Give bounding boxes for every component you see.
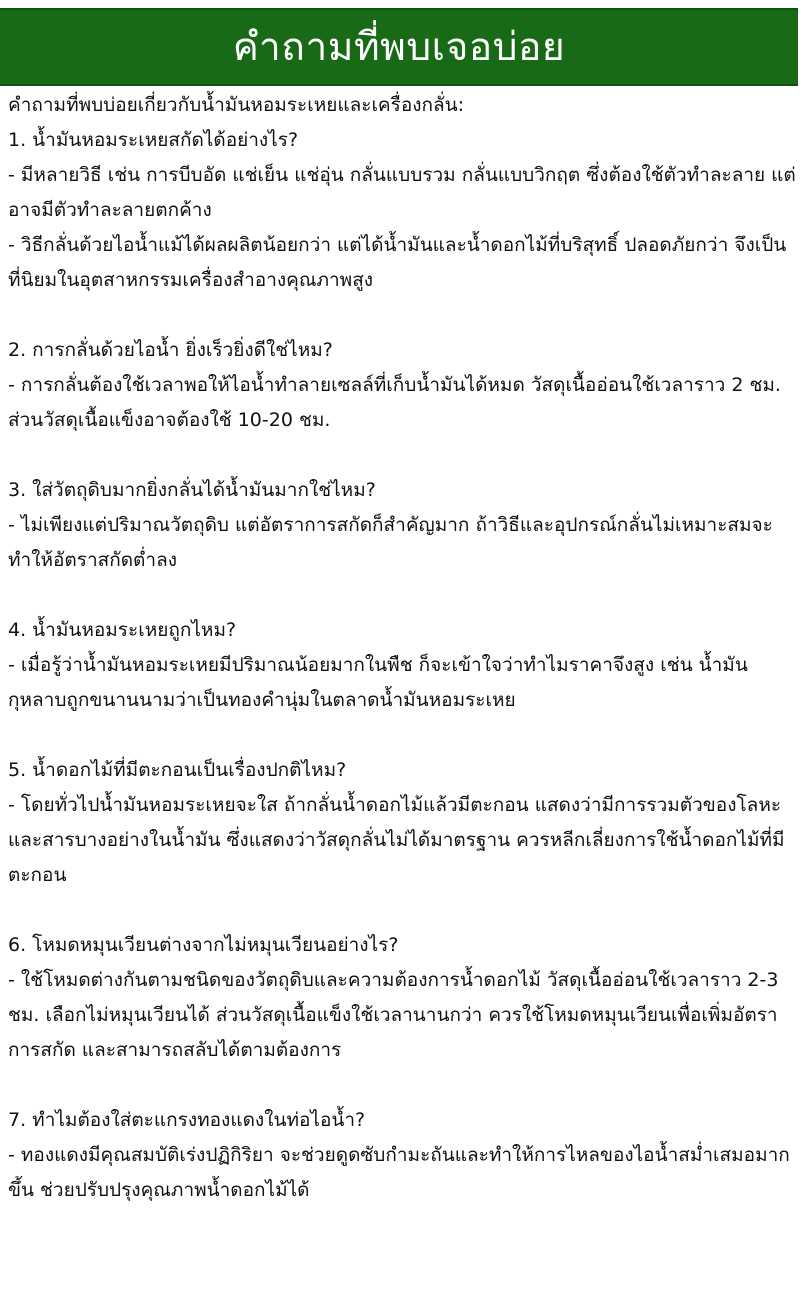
faq-question: 3. ใส่วัตถุดิบมากยิ่งกลั่นได้น้ำมันมากใช่ไหม? [8,479,376,501]
faq-item-1 [8,123,798,298]
faq-answer: - การกลั่นต้องใช้เวลาพอให้ไอน้ำทำลายเซลล์ที่เก็บน้ำมันได้หมด วัสดุเนื้ออ่อนใช้เวลาราว 2 ชม. ส่วนวัสดุเนื้อแข็งอาจต้องใช้ 10-20 ชม. [8,374,781,431]
faq-answer: - ใช้โหมดต่างกันตามชนิดของวัตถุดิบและความต้องการน้ำดอกไม้ วัสดุเนื้ออ่อนใช้เวลาราว 2-3 ชม. เลือกไม่หมุนเวียนได้ ส่วนวัสดุเนื้อแข็งใช้เวลานานกว่า ควรใช้โหมดหมุนเวียนเพื่อเพิ่มอัตราการสกัด และสามารถสลับได้ตามต้องการ [8,969,779,1061]
faq-answer: - โดยทั่วไปน้ำมันหอมระเหยจะใส ถ้ากลั่นน้ำดอกไม้แล้วมีตะกอน แสดงว่ามีการรวมตัวของโลหะและสารบางอย่างในน้ำมัน ซึ่งแสดงว่าวัสดุกลั่นไม่ได้มาตรฐาน ควรหลีกเลี่ยงการใช้น้ำดอกไม้ที่มีตะกอน [8,794,785,886]
faq-content [8,88,798,1243]
faq-item-4 [8,613,798,718]
faq-answer: - ทองแดงมีคุณสมบัติเร่งปฏิกิริยา จะช่วยดูดซับกำมะถันและทำให้การไหลของไอน้ำสม่ำเสมอมากขึ้น ช่วยปรับปรุงคุณภาพน้ำดอกไม้ได้ [8,1144,790,1201]
faq-question: 5. น้ำดอกไม้ที่มีตะกอนเป็นเรื่องปกติไหม? [8,759,347,781]
faq-item-7 [8,1103,798,1208]
faq-question: 7. ทำไมต้องใส่ตะแกรงทองแดงในท่อไอน้ำ? [8,1109,366,1131]
faq-answer: - มีหลายวิธี เช่น การบีบอัด แช่เย็น แช่อุ่น กลั่นแบบรวม กลั่นแบบวิกฤต ซึ่งต้องใช้ตัวทำละลาย แต่อาจมีตัวทำละลายตกค้าง [8,164,796,221]
title-banner [0,8,798,86]
faq-answer: - เมื่อรู้ว่าน้ำมันหอมระเหยมีปริมาณน้อยมากในพืช ก็จะเข้าใจว่าทำไมราคาจึงสูง เช่น น้ำมันกุหลาบถูกขนานนามว่าเป็นทองคำนุ่มในตลาดน้ำมันหอมระเหย [8,654,748,711]
faq-intro: คำถามที่พบบ่อยเกี่ยวกับน้ำมันหอมระเหยและเครื่องกลั่น: [8,94,465,116]
faq-item-6 [8,928,798,1068]
faq-item-3 [8,473,798,578]
faq-question: 2. การกลั่นด้วยไอน้ำ ยิ่งเร็วยิ่งดีใช่ไหม? [8,339,333,361]
faq-item-2 [8,333,798,438]
faq-answer: - วิธีกลั่นด้วยไอน้ำแม้ได้ผลผลิตน้อยกว่า แต่ได้น้ำมันและน้ำดอกไม้ที่บริสุทธิ์ ปลอดภัยกว่า จึงเป็นที่นิยมในอุตสาหกรรมเครื่องสำอางคุณภาพสูง [8,234,787,291]
page-title: คำถามที่พบเจอบ่อย [232,24,566,70]
faq-question: 6. โหมดหมุนเวียนต่างจากไม่หมุนเวียนอย่างไร? [8,934,399,956]
faq-item-5 [8,753,798,893]
faq-question: 4. น้ำมันหอมระเหยถูกไหม? [8,619,237,641]
faq-question: 1. น้ำมันหอมระเหยสกัดได้อย่างไร? [8,129,299,151]
faq-answer: - ไม่เพียงแต่ปริมาณวัตถุดิบ แต่อัตราการสกัดก็สำคัญมาก ถ้าวิธีและอุปกรณ์กลั่นไม่เหมาะสมจะทำให้อัตราสกัดต่ำลง [8,514,773,571]
